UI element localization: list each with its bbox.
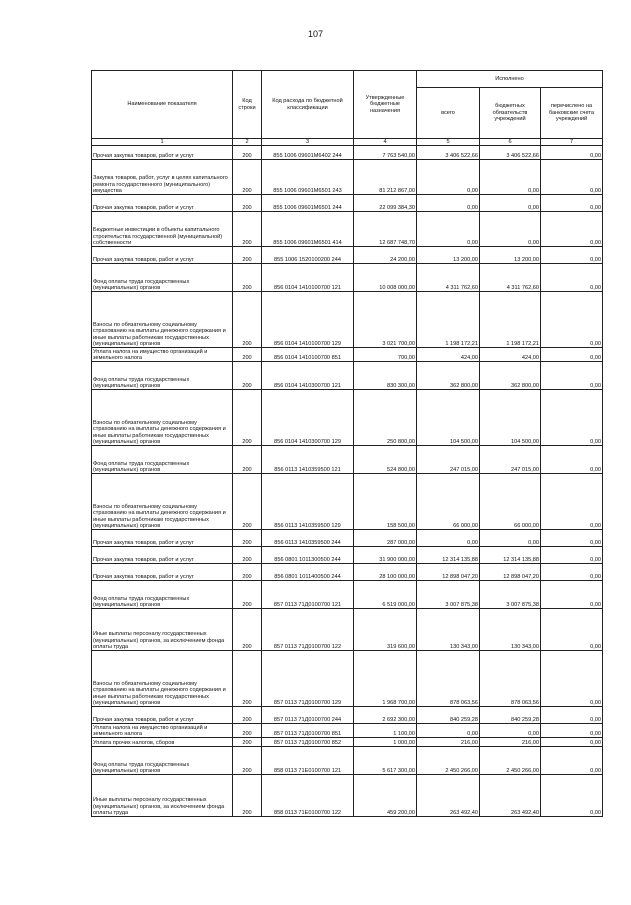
cell-transferred: 0,00 <box>541 747 603 775</box>
cell-total: 840 259,28 <box>417 707 480 724</box>
cell-name: Фонд оплаты труда государственных (муниципальных) органов <box>92 581 233 609</box>
header-budget-obligations: бюджетных обязательств учреждений <box>480 88 541 139</box>
cell-approved: 81 212 867,00 <box>354 160 417 195</box>
table-row <box>92 212 603 247</box>
table-row <box>92 390 603 446</box>
cell-obligations: 247 015,00 <box>480 446 541 474</box>
cell-budget-code: 856 0104 1410300700 129 <box>262 390 354 446</box>
cell-name: Прочая закупка товаров, работ и услуг <box>92 530 233 547</box>
cell-obligations: 216,00 <box>480 738 541 747</box>
table-row <box>92 707 603 724</box>
cell-obligations: 3 406 522,66 <box>480 146 541 160</box>
cell-budget-code: 855 1006 09601M6501 244 <box>262 195 354 212</box>
header-transferred: перечислено на банковские счета учреждений <box>541 88 603 139</box>
cell-approved: 459 200,00 <box>354 775 417 817</box>
cell-line-code: 200 <box>233 146 262 160</box>
cell-line-code: 200 <box>233 564 262 581</box>
cell-obligations: 3 007 875,38 <box>480 581 541 609</box>
cell-name: Уплата прочих налогов, сборов <box>92 738 233 747</box>
table-row <box>92 160 603 195</box>
cell-line-code: 200 <box>233 474 262 530</box>
column-number: 2 <box>233 139 262 146</box>
cell-line-code: 200 <box>233 707 262 724</box>
cell-budget-code: 857 0113 71Д0100700 121 <box>262 581 354 609</box>
cell-budget-code: 855 1006 09601M6402 244 <box>262 146 354 160</box>
cell-line-code: 200 <box>233 212 262 247</box>
cell-transferred: 0,00 <box>541 446 603 474</box>
cell-name: Прочая закупка товаров, работ и услуг <box>92 146 233 160</box>
cell-budget-code: 857 0113 71Д0100700 851 <box>262 724 354 738</box>
table-row <box>92 747 603 775</box>
cell-name: Прочая закупка товаров, работ и услуг <box>92 195 233 212</box>
header-budget-code: Код расхода по бюджетной классификации <box>262 71 354 139</box>
cell-budget-code: 856 0801 1011300500 244 <box>262 547 354 564</box>
cell-approved: 7 763 540,00 <box>354 146 417 160</box>
table-row <box>92 581 603 609</box>
table-row <box>92 195 603 212</box>
cell-line-code: 200 <box>233 609 262 651</box>
cell-budget-code: 857 0113 71Д0100700 129 <box>262 651 354 707</box>
column-number: 4 <box>354 139 417 146</box>
cell-approved: 2 692 300,00 <box>354 707 417 724</box>
cell-obligations: 66 000,00 <box>480 474 541 530</box>
table-row <box>92 530 603 547</box>
cell-obligations: 0,00 <box>480 212 541 247</box>
cell-line-code: 200 <box>233 530 262 547</box>
cell-name: Уплата налога на имущество организаций и земельного налога <box>92 348 233 362</box>
cell-name: Взносы по обязательному социальному страхованию на выплаты денежного содержания и иные выплаты работникам государственных (муниципальных) органов <box>92 474 233 530</box>
cell-transferred: 0,00 <box>541 651 603 707</box>
cell-obligations: 12 314 135,88 <box>480 547 541 564</box>
cell-line-code: 200 <box>233 775 262 817</box>
cell-transferred: 0,00 <box>541 609 603 651</box>
cell-transferred: 0,00 <box>541 581 603 609</box>
cell-total: 0,00 <box>417 724 480 738</box>
cell-transferred: 0,00 <box>541 738 603 747</box>
cell-budget-code: 856 0104 1410300700 121 <box>262 362 354 390</box>
cell-transferred: 0,00 <box>541 146 603 160</box>
cell-name: Прочая закупка товаров, работ и услуг <box>92 247 233 264</box>
cell-line-code: 200 <box>233 446 262 474</box>
cell-name: Фонд оплаты труда государственных (муниципальных) органов <box>92 362 233 390</box>
table-row <box>92 146 603 160</box>
cell-name: Взносы по обязательному социальному страхованию на выплаты денежного содержания и иные выплаты работникам государственных (муниципальных) органов <box>92 390 233 446</box>
cell-line-code: 200 <box>233 738 262 747</box>
cell-approved: 250 800,00 <box>354 390 417 446</box>
cell-approved: 319 600,00 <box>354 609 417 651</box>
cell-transferred: 0,00 <box>541 724 603 738</box>
cell-obligations: 0,00 <box>480 160 541 195</box>
cell-budget-code: 857 0113 71Д0100700 244 <box>262 707 354 724</box>
cell-total: 878 063,56 <box>417 651 480 707</box>
cell-obligations: 424,00 <box>480 348 541 362</box>
table-row <box>92 609 603 651</box>
cell-total: 247 015,00 <box>417 446 480 474</box>
cell-total: 0,00 <box>417 160 480 195</box>
cell-transferred: 0,00 <box>541 707 603 724</box>
cell-total: 0,00 <box>417 195 480 212</box>
cell-total: 216,00 <box>417 738 480 747</box>
header-approved: Утвержденные бюджетные назначения <box>354 71 417 139</box>
header-line-code: Код строки <box>233 71 262 139</box>
table-row <box>92 446 603 474</box>
cell-obligations: 840 259,28 <box>480 707 541 724</box>
cell-transferred: 0,00 <box>541 474 603 530</box>
cell-obligations: 1 198 172,21 <box>480 292 541 348</box>
cell-approved: 287 000,00 <box>354 530 417 547</box>
cell-name: Бюджетные инвестиции в объекты капитального строительства государственной (муниципальной) собственности <box>92 212 233 247</box>
cell-budget-code: 856 0104 1410100700 851 <box>262 348 354 362</box>
cell-name: Взносы по обязательному социальному страхованию на выплаты денежного содержания и иные выплаты работникам государственных (муниципальных) органов <box>92 292 233 348</box>
column-number: 7 <box>541 139 603 146</box>
cell-approved: 31 900 000,00 <box>354 547 417 564</box>
cell-name: Фонд оплаты труда государственных (муниципальных) органов <box>92 747 233 775</box>
cell-total: 130 343,00 <box>417 609 480 651</box>
cell-total: 2 450 266,00 <box>417 747 480 775</box>
cell-approved: 524 800,00 <box>354 446 417 474</box>
table-row <box>92 775 603 817</box>
cell-line-code: 200 <box>233 292 262 348</box>
cell-total: 104 500,00 <box>417 390 480 446</box>
table-row <box>92 292 603 348</box>
cell-obligations: 362 800,00 <box>480 362 541 390</box>
header-total: всего <box>417 88 480 139</box>
cell-total: 263 492,40 <box>417 775 480 817</box>
cell-budget-code: 857 0113 71Д0100700 122 <box>262 609 354 651</box>
column-number: 6 <box>480 139 541 146</box>
cell-budget-code: 858 0113 71Е0100700 122 <box>262 775 354 817</box>
cell-line-code: 200 <box>233 195 262 212</box>
cell-name: Прочая закупка товаров, работ и услуг <box>92 547 233 564</box>
table-row <box>92 247 603 264</box>
cell-name: Закупка товаров, работ, услуг в целях капитального ремонта государственного (муниципального) имущества <box>92 160 233 195</box>
cell-transferred: 0,00 <box>541 362 603 390</box>
table-row <box>92 547 603 564</box>
column-number: 5 <box>417 139 480 146</box>
table-row <box>92 348 603 362</box>
cell-obligations: 0,00 <box>480 530 541 547</box>
cell-transferred: 0,00 <box>541 195 603 212</box>
cell-approved: 12 687 748,70 <box>354 212 417 247</box>
cell-name: Иные выплаты персоналу государственных (муниципальных) органов, за исключением фонда оплаты труда <box>92 775 233 817</box>
cell-total: 424,00 <box>417 348 480 362</box>
cell-budget-code: 858 0113 71Е0100700 121 <box>262 747 354 775</box>
cell-name: Фонд оплаты труда государственных (муниципальных) органов <box>92 446 233 474</box>
cell-total: 13 200,00 <box>417 247 480 264</box>
cell-line-code: 200 <box>233 547 262 564</box>
cell-line-code: 200 <box>233 264 262 292</box>
cell-line-code: 200 <box>233 247 262 264</box>
cell-obligations: 13 200,00 <box>480 247 541 264</box>
cell-line-code: 200 <box>233 581 262 609</box>
cell-transferred: 0,00 <box>541 212 603 247</box>
table-row <box>92 724 603 738</box>
cell-transferred: 0,00 <box>541 348 603 362</box>
cell-transferred: 0,00 <box>541 160 603 195</box>
cell-approved: 1 100,00 <box>354 724 417 738</box>
cell-line-code: 200 <box>233 348 262 362</box>
cell-budget-code: 856 0104 1410100700 129 <box>262 292 354 348</box>
cell-obligations: 4 311 762,60 <box>480 264 541 292</box>
cell-approved: 10 008 000,00 <box>354 264 417 292</box>
column-number: 3 <box>262 139 354 146</box>
cell-budget-code: 856 0113 1410359500 129 <box>262 474 354 530</box>
table-row <box>92 651 603 707</box>
cell-name: Уплата налога на имущество организаций и земельного налога <box>92 724 233 738</box>
cell-total: 1 198 172,21 <box>417 292 480 348</box>
table-row <box>92 362 603 390</box>
table-row <box>92 564 603 581</box>
cell-obligations: 263 492,40 <box>480 775 541 817</box>
cell-budget-code: 857 0113 71Д0100700 852 <box>262 738 354 747</box>
cell-transferred: 0,00 <box>541 547 603 564</box>
budget-execution-table <box>91 70 603 817</box>
cell-total: 12 898 047,20 <box>417 564 480 581</box>
cell-line-code: 200 <box>233 651 262 707</box>
cell-line-code: 200 <box>233 390 262 446</box>
cell-obligations: 2 450 266,00 <box>480 747 541 775</box>
page-number: 107 <box>307 29 324 39</box>
cell-budget-code: 855 1006 09601M6501 243 <box>262 160 354 195</box>
cell-obligations: 130 343,00 <box>480 609 541 651</box>
cell-transferred: 0,00 <box>541 390 603 446</box>
cell-name: Иные выплаты персоналу государственных (муниципальных) органов, за исключением фонда оплаты труда <box>92 609 233 651</box>
cell-approved: 6 519 000,00 <box>354 581 417 609</box>
cell-obligations: 12 898 047,20 <box>480 564 541 581</box>
cell-approved: 5 617 300,00 <box>354 747 417 775</box>
cell-approved: 28 100 000,00 <box>354 564 417 581</box>
cell-transferred: 0,00 <box>541 247 603 264</box>
header-executed: Исполнено <box>417 71 603 88</box>
cell-total: 0,00 <box>417 212 480 247</box>
cell-budget-code: 855 1006 09601M6501 414 <box>262 212 354 247</box>
cell-transferred: 0,00 <box>541 264 603 292</box>
header-name: Наименование показателя <box>92 71 233 139</box>
cell-approved: 1 000,00 <box>354 738 417 747</box>
cell-obligations: 0,00 <box>480 724 541 738</box>
cell-budget-code: 855 1006 1520100200 244 <box>262 247 354 264</box>
cell-total: 12 314 135,88 <box>417 547 480 564</box>
cell-budget-code: 856 0113 1410359500 244 <box>262 530 354 547</box>
cell-budget-code: 856 0104 1410100700 121 <box>262 264 354 292</box>
cell-budget-code: 856 0113 1410359500 121 <box>262 446 354 474</box>
column-number: 1 <box>92 139 233 146</box>
cell-total: 4 311 762,60 <box>417 264 480 292</box>
cell-approved: 700,00 <box>354 348 417 362</box>
cell-approved: 24 200,00 <box>354 247 417 264</box>
cell-line-code: 200 <box>233 724 262 738</box>
cell-total: 362 800,00 <box>417 362 480 390</box>
cell-name: Прочая закупка товаров, работ и услуг <box>92 564 233 581</box>
cell-obligations: 0,00 <box>480 195 541 212</box>
cell-obligations: 878 063,56 <box>480 651 541 707</box>
cell-approved: 1 968 700,00 <box>354 651 417 707</box>
cell-name: Взносы по обязательному социальному страхованию на выплаты денежного содержания и иные выплаты работникам государственных (муниципальных) органов <box>92 651 233 707</box>
cell-total: 66 000,00 <box>417 474 480 530</box>
table-row <box>92 264 603 292</box>
cell-transferred: 0,00 <box>541 530 603 547</box>
cell-approved: 22 099 384,30 <box>354 195 417 212</box>
cell-approved: 158 500,00 <box>354 474 417 530</box>
cell-obligations: 104 500,00 <box>480 390 541 446</box>
cell-line-code: 200 <box>233 160 262 195</box>
cell-approved: 830 300,00 <box>354 362 417 390</box>
cell-total: 3 007 875,38 <box>417 581 480 609</box>
cell-total: 0,00 <box>417 530 480 547</box>
cell-line-code: 200 <box>233 747 262 775</box>
cell-transferred: 0,00 <box>541 292 603 348</box>
table-row <box>92 738 603 747</box>
table-row <box>92 474 603 530</box>
cell-name: Прочая закупка товаров, работ и услуг <box>92 707 233 724</box>
cell-transferred: 0,00 <box>541 775 603 817</box>
cell-approved: 3 021 700,00 <box>354 292 417 348</box>
cell-transferred: 0,00 <box>541 564 603 581</box>
cell-name: Фонд оплаты труда государственных (муниципальных) органов <box>92 264 233 292</box>
cell-total: 3 406 522,66 <box>417 146 480 160</box>
cell-line-code: 200 <box>233 362 262 390</box>
cell-budget-code: 856 0801 1011400500 244 <box>262 564 354 581</box>
